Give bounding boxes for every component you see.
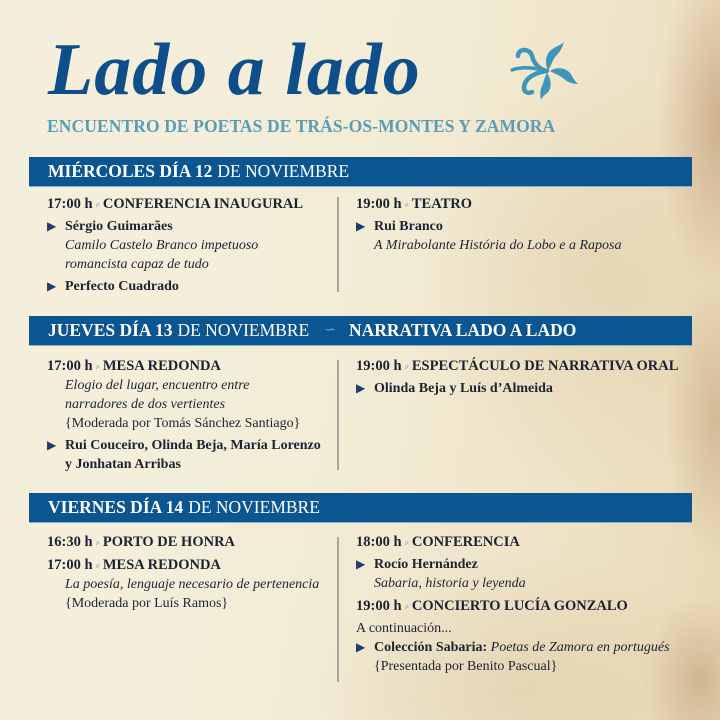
list-item: ▶ Sérgio Guimarães [47,219,173,234]
month-label: DE NOVIEMBRE [217,161,350,181]
ornament-icon: ⸗ [95,358,100,373]
event-heading: 19:00 h ⸗ ESPECTÁCULO DE NARRATIVA ORAL [356,358,679,374]
ornament-icon: ⸗ [404,534,409,549]
bullet-triangle-icon: ▶ [356,219,366,233]
list-item: ▶ Perfecto Cuadrado [47,279,179,294]
day-bar-thursday [29,316,692,345]
month-label: DE NOVIEMBRE [177,320,310,340]
ornament-icon: ⸗ [95,196,100,211]
ornament-icon: ⸗ [95,557,100,572]
month-label: DE NOVIEMBRE [188,497,320,517]
moderator: {Moderada por Luís Ramos} [65,596,229,611]
ornament-icon: ⸗ [95,534,100,549]
event-heading: 16:30 h ⸗ PORTO DE HONRA [47,534,236,550]
talk-title: Elogio del lugar, encuentro entre [65,378,250,393]
thursday-left-column [47,356,337,474]
event-heading: 17:00 h ⸗ MESA REDONDA [47,557,221,573]
moderator: {Moderada por Tomás Sánchez Santiago} [65,416,301,431]
page-title: Lado a lado [48,29,421,111]
ornament-icon: ⸗ [404,598,409,613]
thursday-right-column [356,356,691,398]
column-divider [337,197,339,292]
bullet-triangle-icon: ▶ [47,279,57,293]
link-ornament-icon: ∽ [324,323,336,338]
list-item: ▶ Rocío Hernández [356,557,478,572]
bullet-triangle-icon: ▶ [356,381,366,395]
bullet-triangle-icon: ▶ [356,640,366,654]
ornament-icon: ⸗ [404,358,409,373]
list-item: ▶ Olinda Beja y Luís d’Almeida [356,381,553,396]
list-item: ▶ Colección Sabaria: Poetas de Zamora en portugués [356,640,670,655]
talk-title: A Mirabolante História do Lobo e a Raposa [374,238,622,253]
friday-left-column [47,532,337,613]
flower-swirl-icon [510,40,580,100]
talk-title: romancista capaz de tudo [65,257,209,272]
bullet-triangle-icon: ▶ [47,219,57,233]
bullet-triangle-icon: ▶ [356,557,366,571]
presenter: {Presentada por Benito Pascual} [374,659,558,674]
event-heading: 17:00 h ⸗ MESA REDONDA [47,358,221,374]
day-label: VIERNES DÍA 14 [48,497,184,517]
wednesday-left-column [47,194,332,296]
page-subtitle: ENCUENTRO DE POETAS DE TRÁS-OS-MONTES Y ZAMORA [47,116,556,136]
talk-title: narradores de dos vertientes [65,397,226,412]
event-heading: 18:00 h ⸗ CONFERENCIA [356,534,520,550]
friday-right-column [356,532,691,676]
bullet-triangle-icon: ▶ [47,438,57,452]
theme-label: NARRATIVA LADO A LADO [348,320,577,340]
day-label: MIÉRCOLES DÍA 12 [48,161,213,181]
ornament-icon: ⸗ [404,196,409,211]
column-divider [337,360,339,470]
event-heading: 19:00 h ⸗ TEATRO [356,196,473,212]
column-divider [337,537,339,682]
talk-title: Sabaria, historia y leyenda [374,576,526,591]
followup-label: A continuación... [356,621,452,636]
wednesday-right-column [356,194,686,255]
talk-title: Camilo Castelo Branco impetuoso [65,238,259,253]
list-item: ▶ Rui Couceiro, Olinda Beja, María Lorenzo [47,438,321,453]
day-label: JUEVES DÍA 13 [48,320,173,340]
talk-title: La poesía, lenguaje necesario de pertenencia [65,577,320,592]
event-heading: 19:00 h ⸗ CONCIERTO LUCÍA GONZALO [356,598,628,614]
list-item: ▶ Rui Branco [356,219,443,234]
day-bar-friday [29,493,692,522]
participants-continued: y Jonhatan Arribas [65,457,181,472]
event-heading: 17:00 h ⸗ CONFERENCIA INAUGURAL [47,196,304,212]
day-bar-wednesday [29,157,692,186]
